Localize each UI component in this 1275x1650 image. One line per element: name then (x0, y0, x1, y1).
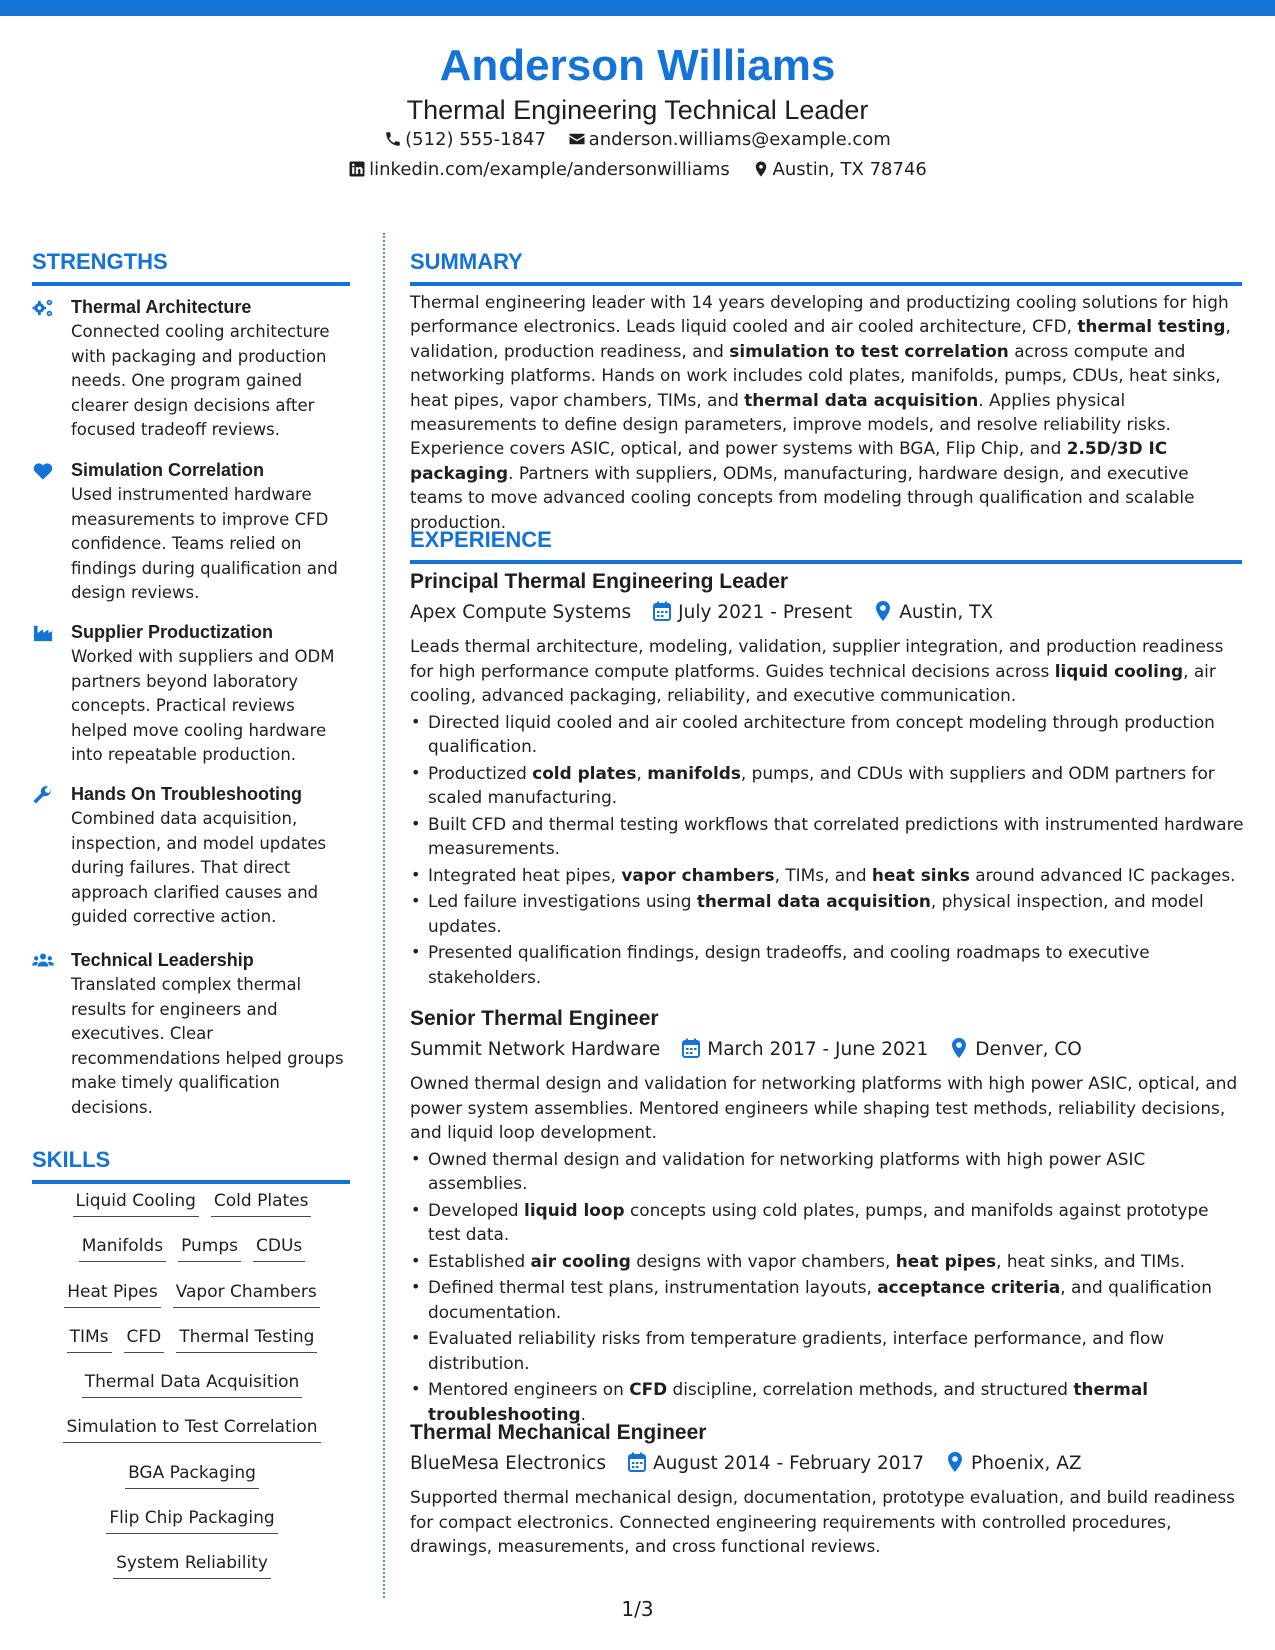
bullet-item: • Led failure investigations using thermal data acquisition, physical inspection, and model updates. (410, 889, 1245, 938)
skill-row (32, 1190, 352, 1235)
skill-tag: CDUs (253, 1235, 305, 1262)
bold-phrase: thermal data acquisition (744, 389, 979, 410)
skill-tag: CFD (124, 1326, 165, 1353)
summary-text: Thermal engineering leader with 14 years developing and productizing cooling solutions for high performance electronics. Leads liquid cooled and air cooled architecture, CFD, thermal testing, validation, production readiness, and simulation to test correlation across compute and networking platforms. Hands on work includes cold plates, manifolds, pumps, CDUs, heat sinks, heat pipes, vapor chambers, TIMs, and thermal data acquisition. Applies physical measurements to define design parameters, improve models, and resolve reliability risks. Experience covers ASIC, optical, and power systems with BGA, Flip Chip, and 2.5D/3D IC packaging. Partners with suppliers, ODMs, manufacturing, hardware design, and executive teams to move advanced cooling concepts from modeling through qualification and scalable production. (410, 292, 1231, 532)
users-icon (32, 951, 54, 971)
strength-item (32, 781, 352, 930)
calendar-icon (682, 1038, 700, 1058)
skill-tag: Cold Plates (211, 1190, 312, 1217)
bold-phrase: heat sinks (871, 864, 970, 885)
map-pin-icon (752, 160, 770, 178)
strength-desc: Translated complex thermal results for engineers and executives. Clear recommendations helped groups make timely qualification decisions. (71, 975, 344, 1117)
strength-title: Hands On Troubleshooting (71, 784, 302, 804)
bold-phrase: heat pipes (895, 1250, 997, 1271)
location-text: Austin, TX 78746 (772, 159, 927, 180)
heart-icon (32, 461, 54, 481)
top-accent-bar (0, 0, 1275, 16)
job-dates: August 2014 - February 2017 (652, 1453, 925, 1474)
bullet-item: • Developed liquid loop concepts using cold plates, pumps, and manifolds against prototype test data. (410, 1198, 1245, 1247)
skill-row (32, 1326, 352, 1371)
map-pin-icon (946, 1452, 964, 1472)
strength-title: Simulation Correlation (71, 460, 265, 480)
job-meta (410, 1449, 1245, 1479)
bullet-item: • Built CFD and thermal testing workflows that correlated predictions with instrumented hardware measurements. (410, 812, 1245, 861)
job-title: Senior Thermal Engineer (410, 1007, 659, 1030)
summary-heading: SUMMARY (410, 248, 1242, 286)
bullet-item: • Established air cooling designs with vapor chambers, heat pipes, heat sinks, and TIMs. (410, 1249, 1245, 1274)
bullet-item: • Productized cold plates, manifolds, pumps, and CDUs with suppliers and ODM partners for scaled manufacturing. (410, 761, 1245, 810)
bold-phrase: simulation to test correlation (729, 340, 1009, 361)
strength-title: Thermal Architecture (71, 297, 252, 317)
contact-line-1 (0, 127, 1275, 153)
bullet-item: • Owned thermal design and validation for networking platforms with high power ASIC assemblies. (410, 1147, 1245, 1196)
strengths-heading: STRENGTHS (32, 248, 350, 286)
skill-row (32, 1507, 352, 1552)
calendar-icon (653, 601, 671, 621)
company-name: Apex Compute Systems (410, 602, 632, 623)
strength-item (32, 294, 352, 443)
skill-tag: Flip Chip Packaging (106, 1507, 277, 1534)
linkedin-contact[interactable] (348, 157, 730, 183)
skill-row (32, 1235, 352, 1280)
strength-title: Technical Leadership (71, 950, 254, 970)
bullet-item: • Presented qualification findings, design tradeoffs, and cooling roadmaps to executive stakeholders. (410, 940, 1245, 989)
envelope-icon (568, 130, 586, 148)
job-description: Owned thermal design and validation for networking platforms with high power ASIC, optical, and power system assemblies. Mentored engineers while shaping test methods, reliability decisions, and liquid loop development. (410, 1073, 1238, 1142)
skill-tag: Thermal Data Acquisition (82, 1371, 303, 1398)
skill-row (32, 1371, 352, 1416)
job-meta (410, 1035, 1245, 1065)
bold-phrase: air cooling (530, 1250, 631, 1271)
job-location: Phoenix, AZ (971, 1453, 1082, 1474)
skill-tag: Heat Pipes (64, 1281, 160, 1308)
bold-phrase: thermal troubleshooting (428, 1379, 1149, 1424)
skill-row (32, 1281, 352, 1326)
job-entry (410, 567, 1245, 991)
bold-phrase: thermal testing (1077, 316, 1226, 337)
email-text: anderson.williams@example.com (588, 129, 891, 150)
page-number: 1/3 (621, 1597, 654, 1621)
strength-desc: Connected cooling architecture with packaging and production needs. One program gained clearer design decisions after focused tradeoff reviews. (71, 322, 330, 439)
skill-row (32, 1462, 352, 1507)
skills-list (32, 1190, 352, 1598)
calendar-icon (628, 1452, 646, 1472)
job-dates: March 2017 - June 2021 (707, 1039, 929, 1060)
skill-tag: Liquid Cooling (73, 1190, 199, 1217)
location-contact (752, 157, 927, 183)
skill-row (32, 1416, 352, 1461)
wrench-icon (32, 785, 54, 805)
company-name: BlueMesa Electronics (410, 1453, 606, 1474)
strength-item (32, 457, 352, 606)
skills-heading: SKILLS (32, 1146, 350, 1184)
bold-phrase: manifolds (647, 762, 741, 783)
company-name: Summit Network Hardware (410, 1039, 661, 1060)
industry-icon (32, 623, 54, 643)
bullet-item: • Directed liquid cooled and air cooled architecture from concept modeling through production qualification. (410, 710, 1245, 759)
skill-tag: Pumps (178, 1235, 241, 1262)
job-location: Denver, CO (975, 1039, 1082, 1060)
skill-tag: Simulation to Test Correlation (63, 1416, 320, 1443)
gears-icon (32, 298, 54, 318)
job-title: Principal Thermal Engineering Leader (410, 570, 789, 593)
job-location: Austin, TX (899, 602, 994, 623)
skill-tag: BGA Packaging (125, 1462, 259, 1489)
map-pin-icon (950, 1038, 968, 1058)
strength-desc: Worked with suppliers and ODM partners beyond laboratory concepts. Practical reviews helped move cooling hardware into repeatable production. (71, 647, 335, 764)
skill-tag: System Reliability (113, 1552, 271, 1579)
map-pin-icon (874, 601, 892, 621)
bold-phrase: liquid loop (524, 1199, 625, 1220)
skill-tag: TIMs (67, 1326, 112, 1353)
bullet-item: • Integrated heat pipes, vapor chambers, TIMs, and heat sinks around advanced IC packages. (410, 863, 1245, 888)
strength-desc: Used instrumented hardware measurements to improve CFD confidence. Teams relied on findings during qualification and design reviews. (71, 485, 338, 602)
bold-phrase: CFD (629, 1379, 668, 1399)
bold-phrase: acceptance criteria (877, 1277, 1061, 1297)
bold-phrase: cold plates (532, 762, 637, 783)
email-contact[interactable] (568, 127, 891, 153)
job-meta (410, 598, 1245, 628)
bold-phrase: vapor chambers (621, 864, 775, 885)
candidate-name: Anderson Williams (439, 41, 836, 90)
column-divider (383, 233, 385, 1598)
job-entry (410, 1004, 1245, 1428)
strength-item (32, 947, 352, 1120)
skill-row (32, 1552, 352, 1597)
skill-tag: Vapor Chambers (173, 1281, 320, 1308)
candidate-role: Thermal Engineering Technical Leader (406, 95, 869, 125)
phone-text: (512) 555-1847 (405, 129, 546, 150)
bullet-item: • Mentored engineers on CFD discipline, correlation methods, and structured thermal troubleshooting. (410, 1377, 1245, 1426)
bullet-item: • Evaluated reliability risks from temperature gradients, interface performance, and flow distribution. (410, 1326, 1245, 1375)
job-title: Thermal Mechanical Engineer (410, 1421, 707, 1444)
skill-tag: Thermal Testing (176, 1326, 317, 1353)
strength-desc: Combined data acquisition, inspection, and model updates during failures. That direct approach clarified causes and guided corrective action. (71, 809, 327, 926)
linkedin-text: linkedin.com/example/andersonwilliams (369, 159, 730, 180)
experience-heading: EXPERIENCE (410, 526, 1242, 564)
job-dates: July 2021 - Present (678, 602, 853, 623)
job-bullets (410, 1147, 1245, 1427)
bullet-item: • Defined thermal test plans, instrumentation layouts, acceptance criteria, and qualification documentation. (410, 1275, 1245, 1324)
skill-tag: Manifolds (79, 1235, 166, 1262)
job-description: Supported thermal mechanical design, documentation, prototype evaluation, and build readiness for compact electronics. Connected engineering requirements with controlled procedures, drawings, measurements, and cross functional reviews. (410, 1487, 1235, 1556)
job-entry (410, 1418, 1245, 1561)
strength-title: Supplier Productization (71, 622, 274, 642)
bold-phrase: 2.5D/3D IC packaging (410, 438, 1168, 483)
strength-item (32, 619, 352, 768)
linkedin-icon (348, 160, 366, 178)
bold-phrase: liquid cooling (1054, 660, 1184, 681)
job-description: Leads thermal architecture, modeling, validation, supplier integration, and production readiness for high performance compute platforms. Guides technical decisions across liquid cooling, air cooling, advanced packaging, reliability, and executive communication. (410, 636, 1224, 705)
phone-icon (384, 130, 402, 148)
contact-line-2 (0, 157, 1275, 183)
phone-contact[interactable] (384, 127, 546, 153)
job-bullets (410, 710, 1245, 990)
bold-phrase: thermal data acquisition (696, 891, 931, 911)
